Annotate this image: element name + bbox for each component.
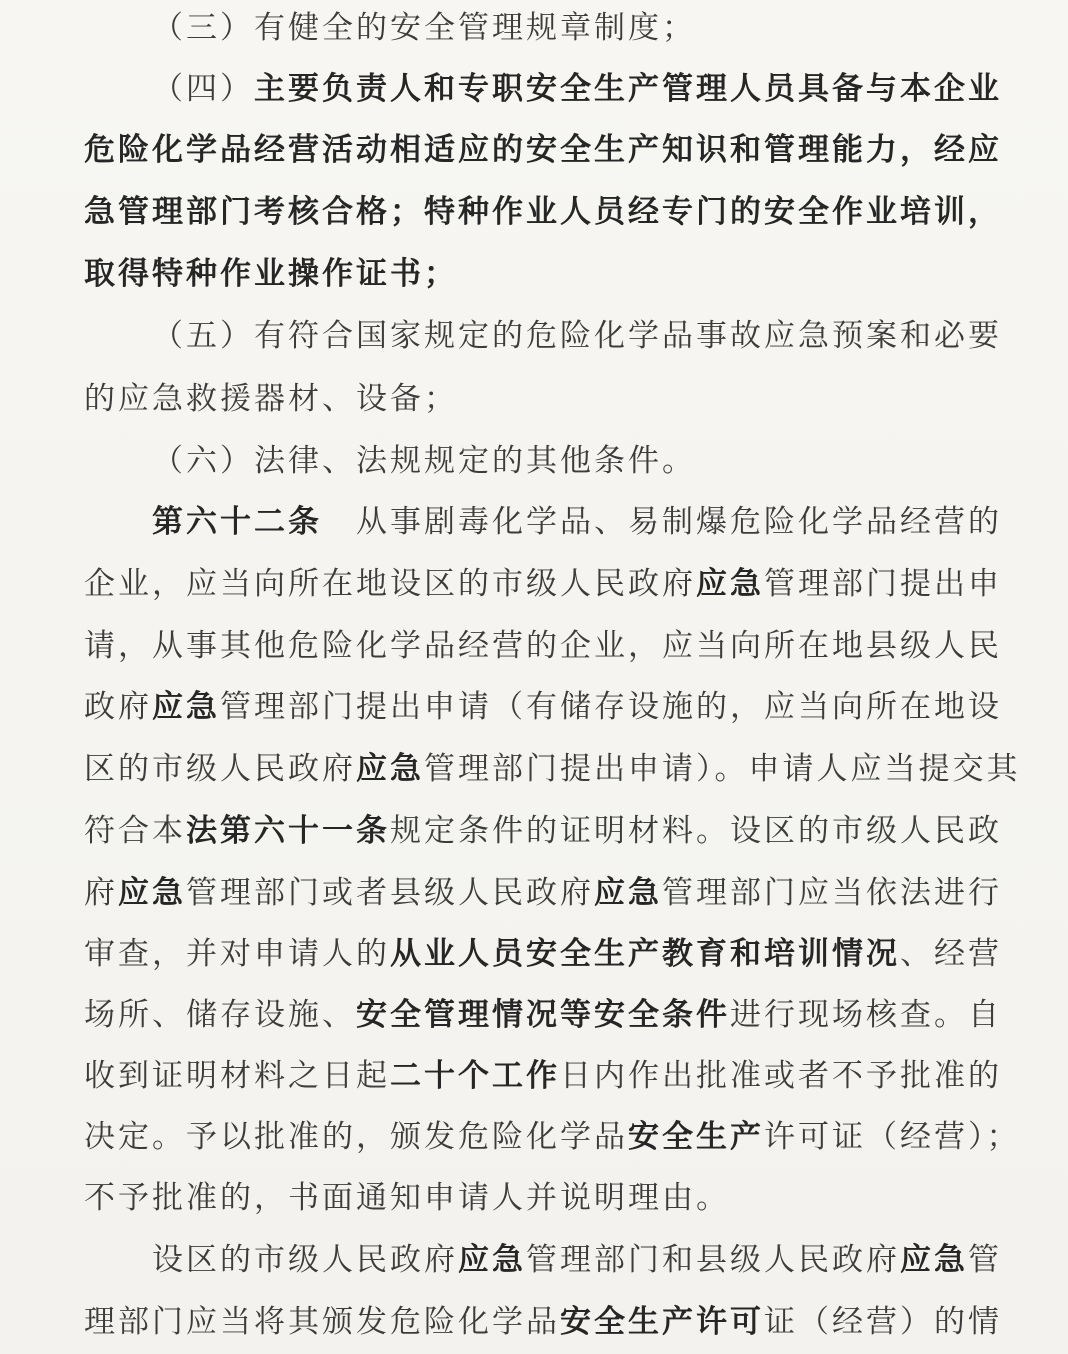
text-run: 政府 [84, 689, 152, 725]
text-line [152, 0, 974, 59]
text-run-bold: 应急 [900, 1242, 968, 1278]
text-run: 设区的市级人民政府 [152, 1242, 458, 1278]
text-run: 理部门应当将其颁发危险化学品 [84, 1304, 560, 1340]
text-run-bold: 应急 [594, 875, 662, 911]
text-line [152, 58, 1002, 120]
text-line [84, 800, 1002, 862]
text-run: 许可证（经营）； [764, 1119, 1021, 1155]
text-run-bold: 应急 [458, 1242, 526, 1278]
text-run: 决定。予以批准的，颁发危险化学品 [84, 1119, 628, 1155]
text-line [84, 1106, 1021, 1168]
text-line [84, 676, 1002, 738]
article-number: 第六十二条 [152, 504, 322, 540]
text-line [152, 1229, 1002, 1291]
text-run: 管 [968, 1242, 1002, 1278]
text-run: 审查，并对申请人的 [84, 936, 390, 972]
text-line [84, 615, 1002, 677]
text-run-bold: 安全管理情况等安全条件 [356, 997, 730, 1033]
text-run-bold: 应急 [696, 566, 764, 602]
text-run-bold: 主要负责人和专职安全生产管理人员具备与本企业 [254, 71, 1002, 107]
text-run: 进行现场核查。自 [730, 997, 1002, 1033]
text-line [152, 491, 1002, 553]
text-run-bold: 安全生产许可 [560, 1304, 764, 1340]
text-run: 区的市级人民政府 [84, 751, 356, 787]
text-run: （五）有符合国家规定的危险化学品事故应急预案和必要 [152, 318, 1002, 354]
text-run: 符合本 [84, 813, 186, 849]
text-line [84, 923, 1002, 985]
text-line [84, 1291, 1002, 1353]
text-run: 管理部门提出申请）。申请人应当提交其 [424, 751, 1021, 787]
text-line [84, 1045, 1002, 1107]
text-run: 规定条件的证明材料。设区的市级人民政 [390, 813, 1002, 849]
text-run: （三）有健全的安全管理规章制度； [152, 10, 696, 46]
text-run: 场所、储存设施、 [84, 997, 356, 1033]
text-line [84, 738, 1021, 800]
text-run: 请，从事其他危险化学品经营的企业，应当向所在地县级人民 [84, 628, 1002, 664]
text-run: 收到证明材料之日起 [84, 1058, 390, 1094]
text-line [84, 181, 1002, 243]
text-line [84, 553, 1002, 615]
text-run: 管理部门或者县级人民政府 [186, 875, 594, 911]
text-run-bold: 安全生产 [628, 1119, 764, 1155]
text-run: 管理部门提出申 [764, 566, 1002, 602]
text-line [84, 368, 974, 430]
text-run-bold: 从业人员安全生产教育和培训情况 [390, 936, 900, 972]
text-run-bold: 法第六十一条 [186, 813, 390, 849]
text-run-bold: 急管理部门考核合格；特种作业人员经专门的安全作业培训， [84, 194, 1002, 230]
text-run: 从事剧毒化学品、易制爆危险化学品经营的 [322, 504, 1002, 540]
text-run: 企业，应当向所在地设区的市级人民政府 [84, 566, 696, 602]
text-run-bold: 二十个工作 [390, 1058, 560, 1094]
text-run-bold: 危险化学品经营活动相适应的安全生产知识和管理能力，经应 [84, 132, 1002, 168]
text-run: 证（经营）的情 [764, 1304, 1002, 1340]
text-line [152, 430, 974, 492]
text-run-bold: 取得特种作业操作证书； [84, 256, 458, 292]
text-run: 不予批准的，书面通知申请人并说明理由。 [84, 1180, 730, 1216]
text-run: 府 [84, 875, 118, 911]
text-line [152, 305, 1002, 367]
text-line [84, 119, 1002, 181]
text-run: （四） [152, 71, 254, 107]
text-run: 管理部门和县级人民政府 [526, 1242, 900, 1278]
text-run-bold: 应急 [356, 751, 424, 787]
text-line [84, 243, 974, 305]
text-line [84, 1167, 974, 1229]
text-line [84, 862, 1002, 924]
text-run: 、经营 [900, 936, 1002, 972]
text-run: 的应急救援器材、设备； [84, 381, 458, 417]
text-run: 管理部门应当依法进行 [662, 875, 1002, 911]
text-run: 日内作出批准或者不予批准的 [560, 1058, 1002, 1094]
text-run-bold: 应急 [152, 689, 220, 725]
text-line [84, 984, 1002, 1046]
text-run-bold: 应急 [118, 875, 186, 911]
text-run: （六）法律、法规规定的其他条件。 [152, 443, 696, 479]
text-run: 管理部门提出申请（有储存设施的，应当向所在地设 [220, 689, 1002, 725]
